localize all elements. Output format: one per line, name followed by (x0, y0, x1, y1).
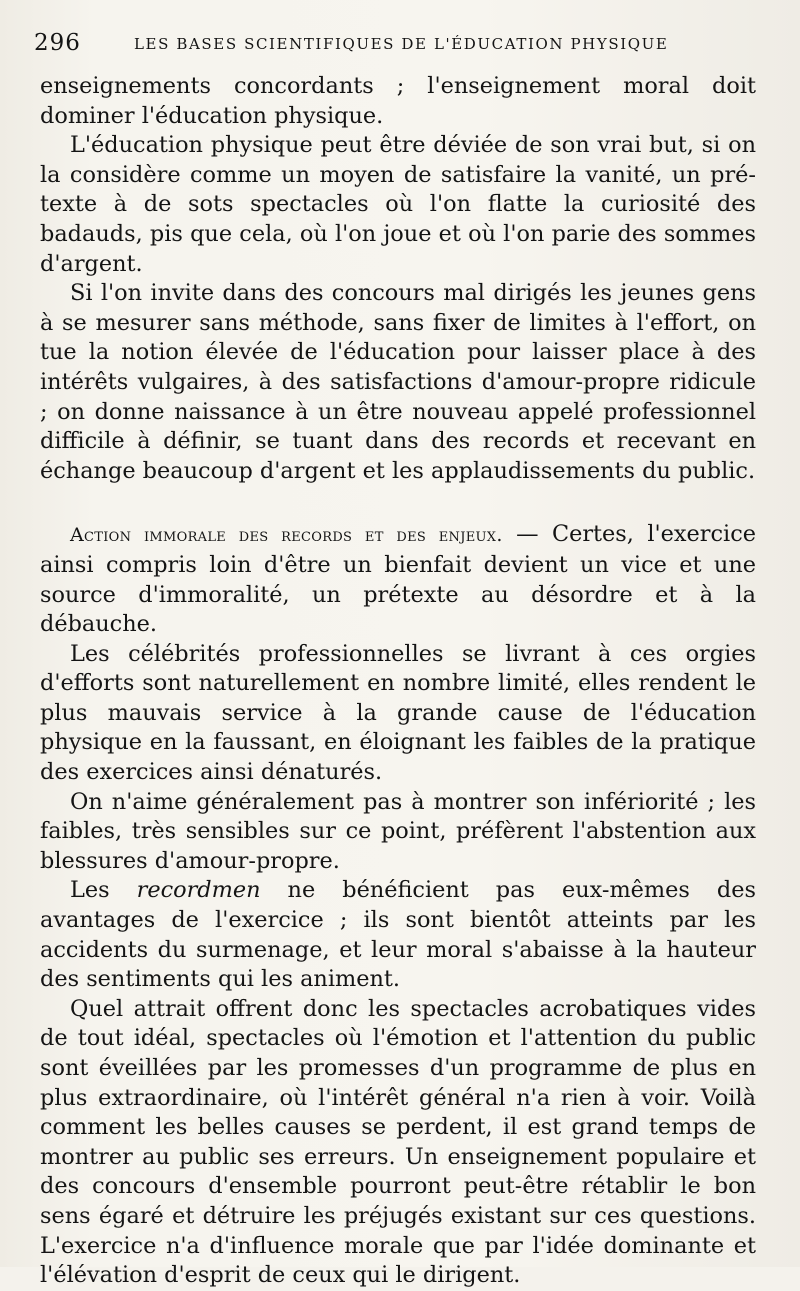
recordmen-italic: recordmen (136, 877, 261, 904)
section-heading: Action immorale des records et des enjeux. (70, 524, 503, 547)
running-title: LES BASES SCIENTIFIQUES DE L'ÉDUCATION PHYSIQUE (134, 35, 669, 53)
paragraph-7 (40, 876, 756, 994)
paragraph-1: enseignements concordants ; l'enseignement moral doit dominer l'éducation physique. (40, 73, 756, 129)
paragraph-5: Les célébrités professionnelles se livrant à ces orgies d'efforts sont naturellement en nombre limité, elles rendent le plus mauvais service à la grande cause de l'éducation physique en la faussant, en éloignant les faibles de la pratique des exercices ainsi dénaturés. (40, 640, 756, 786)
running-head (34, 30, 794, 58)
paragraph-8: Quel attrait offrent donc les spectacles acrobatiques vides de tout idéal, spectacles où l'émotion et l'attention du public sont éveillées par les promesses d'un programme de plus en plus extraordinaire, où l'intérêt général n'a rien à voir. Voilà comment les belles causes se perdent, il est grand temps de montrer au public ses erreurs. Un enseignement populaire et des concours d'ensemble pourront peut-être rétablir le bon sens égaré et détruire les préjugés existant sur ces questions. L'exercice n'a d'influence morale que par l'idée dominante et l'élévation d'esprit de ceux qui le dirigent. (40, 995, 756, 1289)
body-text (40, 72, 756, 1291)
paragraph-6: On n'aime généralement pas à montrer son infériorité ; les faibles, très sensibles sur ce point, préfèrent l'abstention aux blessures d'amour-propre. (40, 788, 756, 874)
paragraph-7-rest: ne bénéficient pas eux-mêmes des avantages de l'exercice ; ils sont bientôt atteints par les accidents du surmenage, et leur moral s'abaisse à la hauteur des sentiments qui les animent. (40, 877, 756, 993)
paragraph-7-start: Les (70, 877, 137, 904)
paragraph-2: L'éducation physique peut être déviée de son vrai but, si on la considère comme un moyen de satisfaire la vanité, un prétexte à de sots spectacles où l'on flatte la curiosité des badauds, pis que cela, où l'on joue et où l'on parie des sommes d'argent. (40, 132, 756, 277)
paragraph-4-text: — Certes, l'exercice ainsi compris loin d'être un bienfait devient un vice et une source d'immoralité, un prétexte au désordre et à la débauche. (40, 521, 756, 638)
paragraph-4 (40, 520, 756, 639)
page-number: 296 (34, 30, 81, 56)
section-gap (40, 486, 756, 520)
paragraph-3: Si l'on invite dans des concours mal dirigés les jeunes gens à se mesurer sans méthode, sans fixer de limites à l'effort, on tue la notion élevée de l'éducation pour laisser place à des intérêts vulgaires, à des satisfactions d'amour-propre ridicule ; on donne naissance à un être nouveau appelé professionnel difficile à définir, se tuant dans des records et recevant en échange beaucoup d'argent et les applaudissements du public. (40, 280, 756, 484)
